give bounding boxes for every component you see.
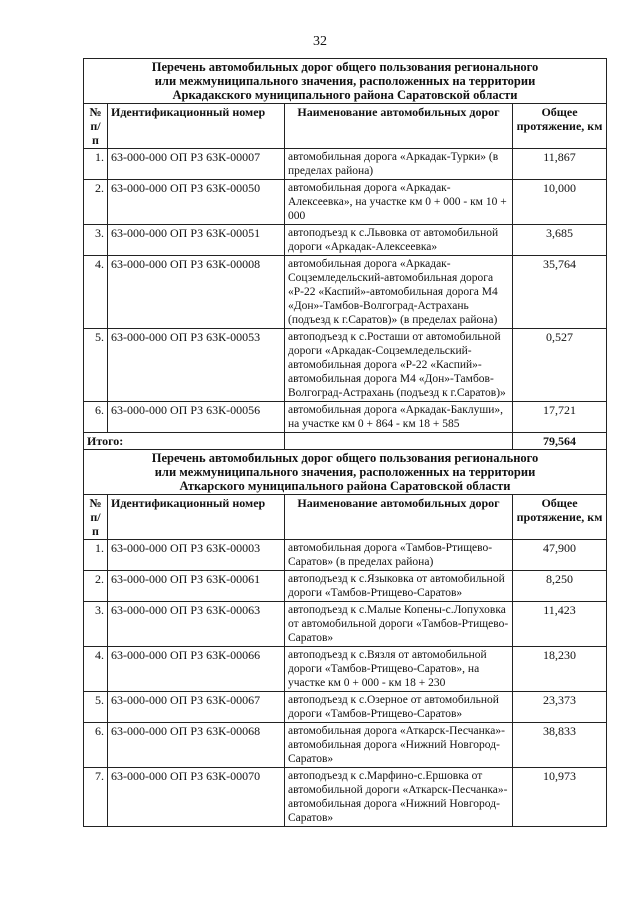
table-row	[84, 602, 607, 647]
table-row	[84, 647, 607, 692]
section-title-line: Перечень автомобильных дорог общего пользования регионального	[151, 60, 539, 74]
section-title-line: или межмуниципального значения, расположенных на территории	[154, 465, 536, 479]
row-length: 35,764	[513, 256, 607, 329]
total-empty-cell	[285, 433, 513, 450]
row-id: 63-000-000 ОП РЗ 63К-00008	[108, 256, 285, 329]
row-length: 11,867	[513, 149, 607, 180]
row-id: 63-000-000 ОП РЗ 63К-00003	[108, 540, 285, 571]
table-row	[84, 571, 607, 602]
row-length: 0,527	[513, 329, 607, 402]
roads-table	[83, 58, 607, 827]
section-title-row	[84, 59, 607, 104]
row-number: 5.	[84, 329, 108, 402]
row-id: 63-000-000 ОП РЗ 63К-00053	[108, 329, 285, 402]
table-row	[84, 768, 607, 827]
row-number: 3.	[84, 225, 108, 256]
section-title	[84, 59, 607, 104]
row-number: 4.	[84, 256, 108, 329]
row-length: 10,000	[513, 180, 607, 225]
table-row	[84, 329, 607, 402]
row-number: 5.	[84, 692, 108, 723]
row-number: 1.	[84, 540, 108, 571]
row-id: 63-000-000 ОП РЗ 63К-00068	[108, 723, 285, 768]
row-name: автоподъезд к с.Марфино-с.Ершовка от автомобильной дороги «Аткарск-Песчанка»-автомобильная дорога «Нижний Новгород-Саратов»	[285, 768, 513, 827]
row-id: 63-000-000 ОП РЗ 63К-00061	[108, 571, 285, 602]
header-length: Общее протяжение, км	[513, 495, 607, 540]
total-value: 79,564	[513, 433, 607, 450]
row-number: 2.	[84, 571, 108, 602]
row-length: 8,250	[513, 571, 607, 602]
row-name: автоподъезд к с.Вязля от автомобильной дороги «Тамбов-Ртищево-Саратов», на участке км 0 + 000 - км 18 + 230	[285, 647, 513, 692]
row-number: 2.	[84, 180, 108, 225]
row-name: автомобильная дорога «Аркадак-Турки» (в пределах района)	[285, 149, 513, 180]
header-name: Наименование автомобильных дорог	[285, 104, 513, 149]
row-name: автоподъезд к с.Языковка от автомобильной дороги «Тамбов-Ртищево-Саратов»	[285, 571, 513, 602]
row-number: 1.	[84, 149, 108, 180]
row-number: 3.	[84, 602, 108, 647]
table-row	[84, 256, 607, 329]
total-label: Итого:	[84, 433, 285, 450]
row-length: 10,973	[513, 768, 607, 827]
table-header-row	[84, 104, 607, 149]
row-name: автомобильная дорога «Тамбов-Ртищево-Саратов» (в пределах района)	[285, 540, 513, 571]
table-row	[84, 692, 607, 723]
table-row	[84, 402, 607, 433]
total-row	[84, 433, 607, 450]
row-length: 47,900	[513, 540, 607, 571]
row-number: 7.	[84, 768, 108, 827]
table-row	[84, 540, 607, 571]
row-id: 63-000-000 ОП РЗ 63К-00050	[108, 180, 285, 225]
table-row	[84, 225, 607, 256]
row-id: 63-000-000 ОП РЗ 63К-00007	[108, 149, 285, 180]
section-title	[84, 450, 607, 495]
header-length: Общее протяжение, км	[513, 104, 607, 149]
row-name: автоподъезд к с.Росташи от автомобильной дороги «Аркадак-Соцземледельский-автомобильная дорога «Р-22 «Каспий»-автомобильная дорога М4 «Дон»-Тамбов-Волгоград-Астрахань (подъезд к г.Саратов)»	[285, 329, 513, 402]
page-number: 32	[313, 34, 327, 49]
row-id: 63-000-000 ОП РЗ 63К-00066	[108, 647, 285, 692]
row-name: автомобильная дорога «Аркадак-Алексеевка», на участке км 0 + 000 - км 10 + 000	[285, 180, 513, 225]
row-length: 17,721	[513, 402, 607, 433]
section-title-row	[84, 450, 607, 495]
row-id: 63-000-000 ОП РЗ 63К-00067	[108, 692, 285, 723]
row-length: 23,373	[513, 692, 607, 723]
table-row	[84, 149, 607, 180]
table-header-row	[84, 495, 607, 540]
header-id: Идентификационный номер	[108, 495, 285, 540]
section-title-line: Аркадакского муниципального района Саратовской области	[172, 88, 518, 102]
row-id: 63-000-000 ОП РЗ 63К-00063	[108, 602, 285, 647]
row-number: 4.	[84, 647, 108, 692]
row-name: автоподъезд к с.Озерное от автомобильной дороги «Тамбов-Ртищево-Саратов»	[285, 692, 513, 723]
header-id: Идентификационный номер	[108, 104, 285, 149]
row-id: 63-000-000 ОП РЗ 63К-00051	[108, 225, 285, 256]
row-name: автомобильная дорога «Аткарск-Песчанка»-автомобильная дорога «Нижний Новгород-Саратов»	[285, 723, 513, 768]
header-name: Наименование автомобильных дорог	[285, 495, 513, 540]
row-number: 6.	[84, 723, 108, 768]
header-number: № п/п	[84, 495, 108, 540]
row-name: автоподъезд к с.Малые Копены-с.Лопуховка от автомобильной дороги «Тамбов-Ртищево-Саратов»	[285, 602, 513, 647]
row-name: автоподъезд к с.Львовка от автомобильной дороги «Аркадак-Алексеевка»	[285, 225, 513, 256]
row-length: 38,833	[513, 723, 607, 768]
table-row	[84, 723, 607, 768]
section-title-line: Перечень автомобильных дорог общего пользования регионального	[151, 451, 539, 465]
header-number: № п/п	[84, 104, 108, 149]
row-id: 63-000-000 ОП РЗ 63К-00070	[108, 768, 285, 827]
row-number: 6.	[84, 402, 108, 433]
table-row	[84, 180, 607, 225]
row-length: 11,423	[513, 602, 607, 647]
row-name: автомобильная дорога «Аркадак-Баклуши», на участке км 0 + 864 - км 18 + 585	[285, 402, 513, 433]
row-length: 3,685	[513, 225, 607, 256]
section-title-line: Аткарского муниципального района Саратовской области	[179, 479, 511, 493]
row-name: автомобильная дорога «Аркадак-Соцземледельский-автомобильная дорога «Р-22 «Каспий»-автомобильная дорога М4 «Дон»-Тамбов-Волгоград-Астрахань (подъезд к г.Саратов)» (в пределах района)	[285, 256, 513, 329]
section-title-line: или межмуниципального значения, расположенных на территории	[154, 74, 536, 88]
row-length: 18,230	[513, 647, 607, 692]
row-id: 63-000-000 ОП РЗ 63К-00056	[108, 402, 285, 433]
